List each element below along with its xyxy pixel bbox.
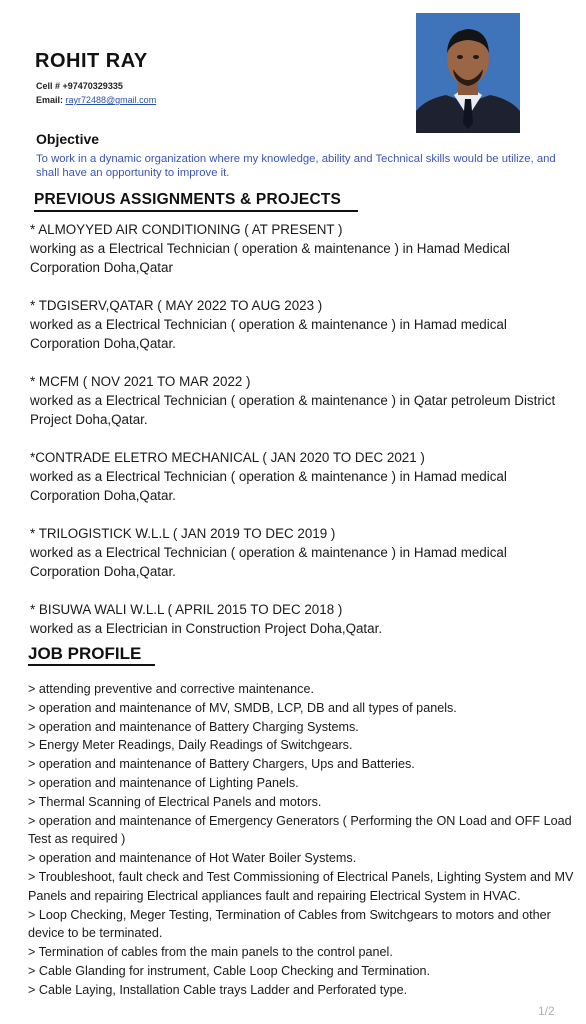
job-profile-heading-underline <box>28 664 155 666</box>
assignment-item <box>30 448 580 505</box>
assignment-description: worked as a Electrician in Construction Project Doha,Qatar. <box>30 621 383 636</box>
assignment-title: * BISUWA WALI W.L.L ( APRIL 2015 TO DEC 2018 ) <box>30 602 343 617</box>
assignment-title: *CONTRADE ELETRO MECHANICAL ( JAN 2020 TO DEC 2021 ) <box>30 450 425 465</box>
assignment-title: * TRILOGISTICK W.L.L ( JAN 2019 TO DEC 2019 ) <box>30 526 336 541</box>
cell-value: +97470329335 <box>62 81 123 91</box>
assignment-title: * TDGISERV,QATAR ( MAY 2022 TO AUG 2023 ) <box>30 298 323 313</box>
duty-item: > Energy Meter Readings, Daily Readings of Switchgears. <box>28 738 353 753</box>
job-profile-list <box>28 680 584 1000</box>
assignment-item <box>30 296 580 353</box>
email <box>36 95 156 105</box>
duty-item: > Thermal Scanning of Electrical Panels and motors. <box>28 794 322 809</box>
assignments-heading-underline <box>34 210 358 212</box>
duty-item: > Termination of cables from the main panels to the control panel. <box>28 945 393 960</box>
duty-item: > operation and maintenance of Emergency Generators ( Performing the ON Load and OFF Load Test as required ) <box>28 813 572 847</box>
email-label: Email: <box>36 95 66 105</box>
duty-item: > Cable Laying, Installation Cable trays Ladder and Perforated type. <box>28 982 408 997</box>
objective-heading: Objective <box>36 131 100 147</box>
assignment-description: worked as a Electrical Technician ( operation & maintenance ) in Hamad medical Corporation Doha,Qatar. <box>30 469 507 503</box>
profile-photo <box>416 13 520 133</box>
cell-label: Cell # <box>36 81 63 91</box>
assignment-description: worked as a Electrical Technician ( operation & maintenance ) in Qatar petroleum District Project Doha,Qatar. <box>30 393 556 427</box>
assignment-title: * MCFM ( NOV 2021 TO MAR 2022 ) <box>30 374 251 389</box>
duty-item: > Cable Glanding for instrument, Cable Loop Checking and Termination. <box>28 963 430 978</box>
candidate-name: ROHIT RAY <box>35 50 148 72</box>
job-profile-heading: JOB PROFILE <box>28 644 142 663</box>
duty-item: > attending preventive and corrective maintenance. <box>28 682 314 696</box>
assignment-item <box>30 372 580 429</box>
duty-item: > operation and maintenance of Hot Water Boiler Systems. <box>28 851 357 866</box>
assignment-item <box>30 600 580 638</box>
duty-item: > operation and maintenance of Lighting Panels. <box>28 775 299 790</box>
email-link[interactable]: rayr72488@gmail.com <box>65 95 157 105</box>
duty-item: > operation and maintenance of Battery Chargers, Ups and Batteries. <box>28 757 415 772</box>
duty-item: > operation and maintenance of MV, SMDB, LCP, DB and all types of panels. <box>28 700 457 715</box>
page-indicator: 1/2 <box>538 1004 555 1018</box>
assignment-description: working as a Electrical Technician ( operation & maintenance ) in Hamad Medical Corporation Doha,Qatar <box>30 241 510 275</box>
assignment-title: * ALMOYYED AIR CONDITIONING ( AT PRESENT ) <box>30 222 343 237</box>
cell-number <box>36 81 123 91</box>
duty-item: > operation and maintenance of Battery Charging Systems. <box>28 719 359 734</box>
assignments-list <box>30 220 580 657</box>
assignment-description: worked as a Electrical Technician ( operation & maintenance ) in Hamad medical Corporation Doha,Qatar. <box>30 317 507 351</box>
duty-item: > Troubleshoot, fault check and Test Commissioning of Electrical Panels, Lighting System and MV Panels and repairing Electrical appliances fault and repairing Electrical System in HVAC. <box>28 869 574 903</box>
objective-text: To work in a dynamic organization where my knowledge, ability and Technical skills would be utilize, and shall have an opportunity to improve it. <box>36 153 556 179</box>
duty-item: > Loop Checking, Meger Testing, Termination of Cables from Switchgears to motors and other device to be terminated. <box>28 907 551 941</box>
assignment-item <box>30 524 580 581</box>
assignment-item <box>30 220 580 277</box>
assignment-description: worked as a Electrical Technician ( operation & maintenance ) in Hamad medical Corporation Doha,Qatar. <box>30 545 507 579</box>
assignments-heading: PREVIOUS ASSIGNMENTS & PROJECTS <box>34 191 342 208</box>
